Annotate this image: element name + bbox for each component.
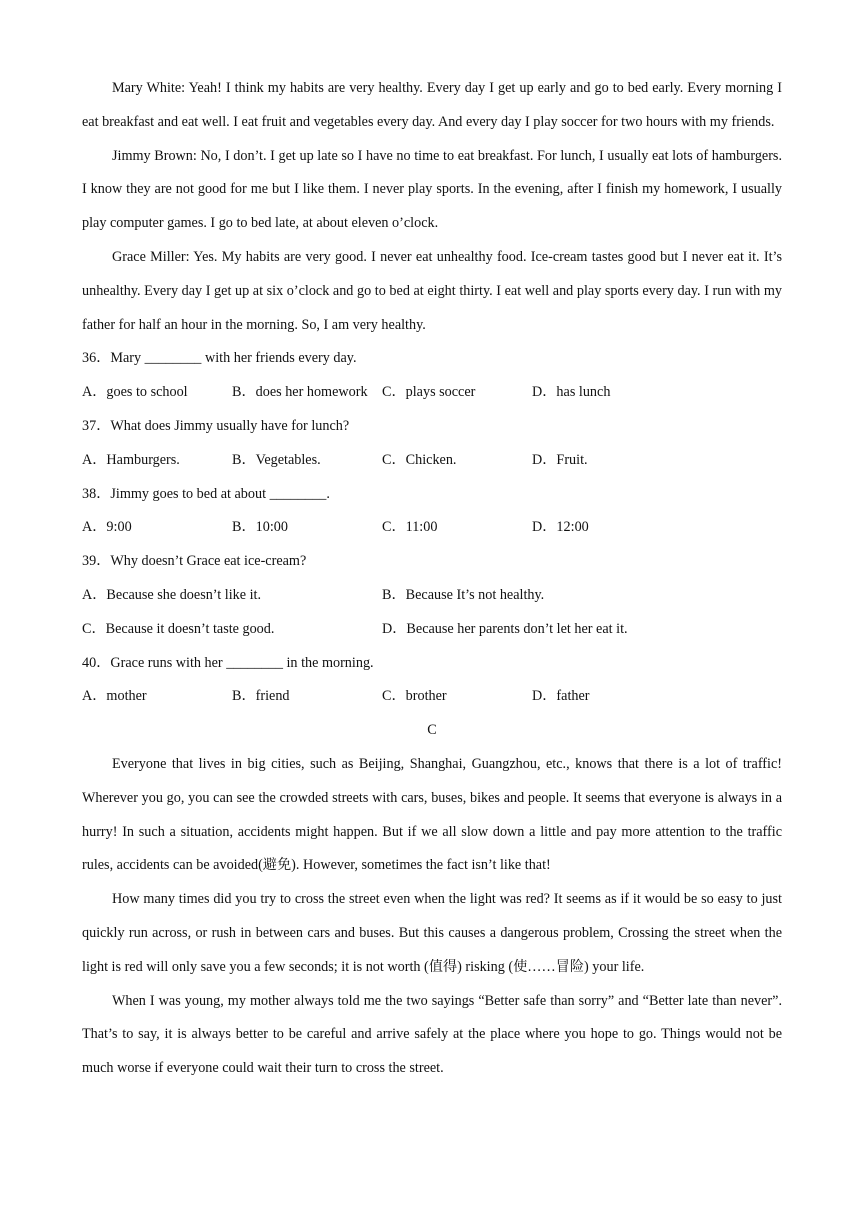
option-d: D．12:00 [532,519,589,536]
option-d: D．has lunch [532,384,611,401]
question-38-stem: 38．Jimmy goes to bed at about ________. [82,485,330,502]
passage-c-paragraph-3: When I was young, my mother always told me the two sayings “Better safe than sorry” and “Better late than never”. That’s to say, it is always better to be careful and arrive safely at the place where you hope to go. Things would not be much worse if everyone could wait their turn to cross the street. [82,992,782,1077]
passage-c-paragraph-1: Everyone that lives in big cities, such as Beijing, Shanghai, Guangzhou, etc., knows that there is a lot of traffic! Wherever you go, you can see the crowded streets with cars, buses, bikes and people. It seems that everyone is always in a hurry! In such a situation, accidents might happen. But if we all slow down a little and pay more attention to the traffic rules, accidents can be avoided(避免). However, sometimes the fact isn’t like that! [82,755,782,874]
question-40-stem: 40．Grace runs with her ________ in the morning. [82,654,374,671]
option-c: C．Chicken. [382,451,457,468]
option-d: D．Fruit. [532,451,588,468]
option-c: C．11:00 [382,519,438,536]
option-a: A．mother [82,688,147,705]
option-d: D．father [532,688,590,705]
option-a: A．Because she doesn’t like it. [82,586,262,603]
option-a: A．9:00 [82,519,132,536]
passage-c-paragraph-2: How many times did you try to cross the street even when the light was red? It seems as if it would be so easy to just quickly run across, or rush in between cars and buses. But this causes a dangerous problem, Crossing the street when the light is red will only save you a few seconds; it is not worth (值得) risking (使……冒险) your life. [82,891,782,975]
question-40-options [82,680,782,714]
option-b: B．Vegetables. [232,451,321,468]
question-39-stem: 39．Why doesn’t Grace eat ice-cream? [82,553,307,570]
question-37-stem: 37．What does Jimmy usually have for lunch? [82,417,350,434]
passage-b-paragraph-grace: Grace Miller: Yes. My habits are very good. I never eat unhealthy food. Ice-cream tastes good but I never eat it. It’s unhealthy. Every day I get up at six o’clock and go to bed at eight thirty. I eat well and play sports every day. I run with my father for half an hour in the morning. So, I am very healthy. [82,248,782,333]
option-a: A．Hamburgers. [82,451,180,468]
option-d: D．Because her parents don’t let her eat it. [382,620,628,637]
option-c: C．Because it doesn’t taste good. [82,620,275,637]
question-39-options-row-2 [82,613,782,647]
option-c: C．plays soccer [382,384,476,401]
option-b: B．10:00 [232,519,288,536]
option-b: B．friend [232,688,290,705]
option-c: C．brother [382,688,447,705]
passage-b-paragraph-jimmy: Jimmy Brown: No, I don’t. I get up late so I have no time to eat breakfast. For lunch, I usually eat lots of hamburgers. I know they are not good for me but I like them. I never play sports. In the evening, after I finish my homework, I usually play computer games. I go to bed late, at about eleven o’clock. [82,147,782,232]
option-b: B．Because It’s not healthy. [382,586,545,603]
passage-b-paragraph-mary: Mary White: Yeah! I think my habits are very healthy. Every day I get up early and go to bed early. Every morning I eat breakfast and eat well. I eat fruit and vegetables every day. And every day I play soccer for two hours with my friends. [82,80,782,130]
question-37-options [82,444,782,478]
option-a: A．goes to school [82,384,188,401]
question-39-options-row-1 [82,579,782,613]
question-38-options [82,511,782,545]
passage-c-title: C [427,722,437,739]
option-b: B．does her homework [232,384,368,401]
question-36-options [82,376,782,410]
question-36-stem: 36．Mary ________ with her friends every day. [82,350,357,367]
